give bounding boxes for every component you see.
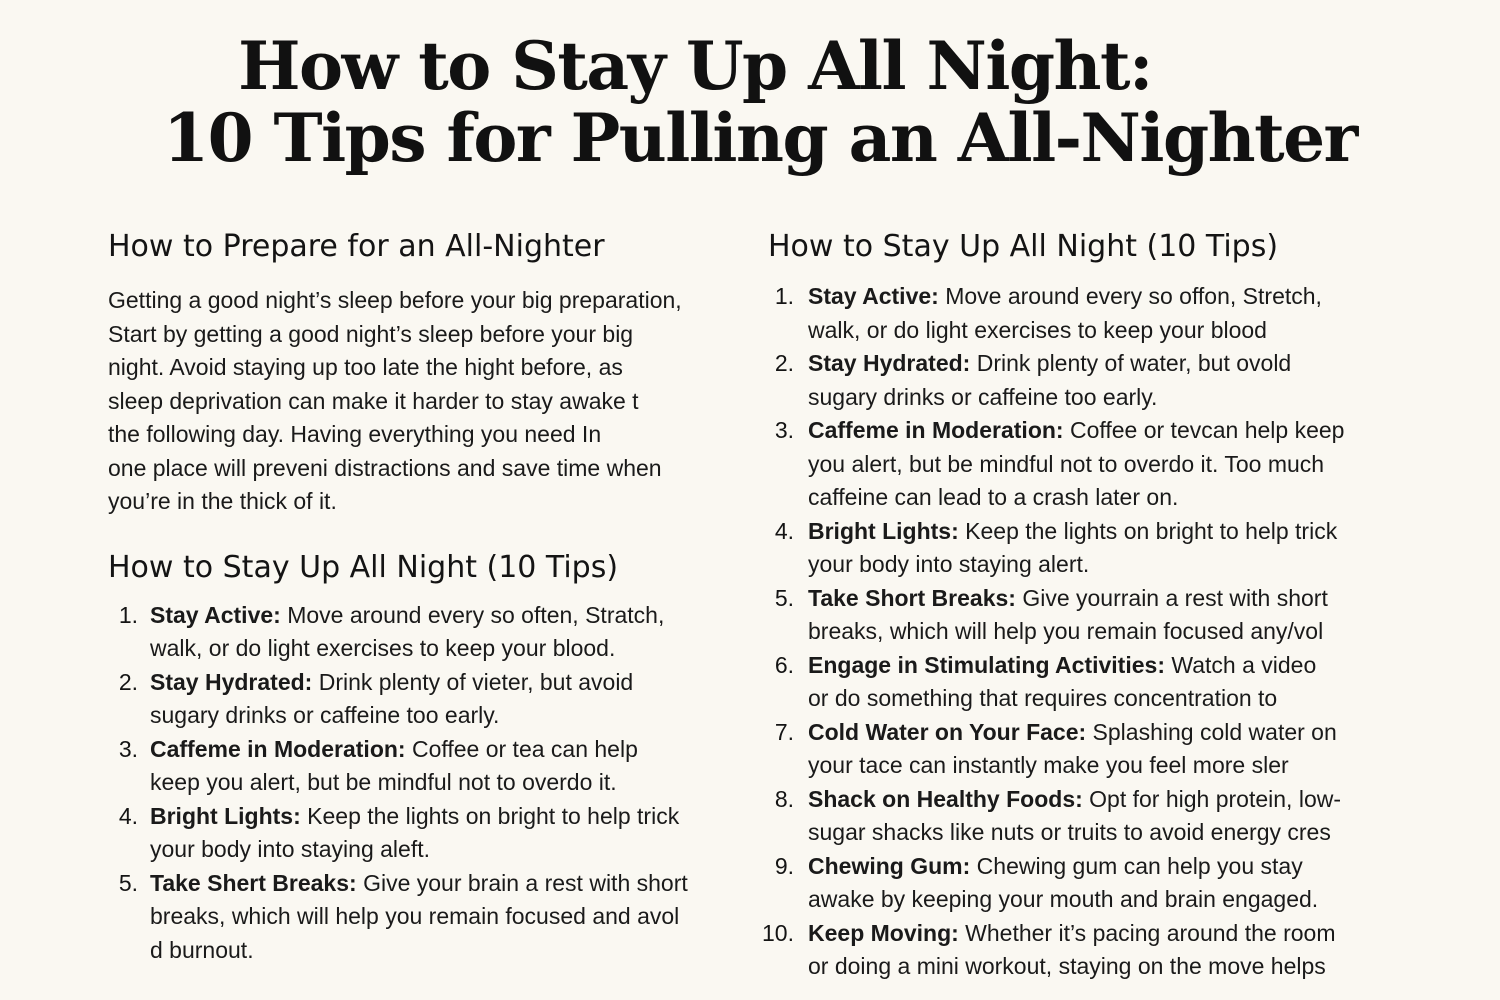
tip-text: Coffee or tea can help <box>405 735 638 762</box>
tip-item <box>768 783 1408 850</box>
prepare-line: one place will preveni distractions and save time when <box>108 454 662 481</box>
tip-number: 3. <box>118 735 138 762</box>
tip-text: Chewing gum can help you stay <box>970 852 1303 879</box>
tip-continuation-line: your body into staying alert. <box>808 551 1090 577</box>
prepare-heading: How to Prepare for an All-Nighter <box>108 229 605 264</box>
tip-first-line <box>808 414 1408 448</box>
prepare-line: the following day. Having everything you need In <box>108 421 602 447</box>
tip-number: 8. <box>774 785 794 812</box>
tip-title: Shack on Healthy Foods: <box>808 785 1083 812</box>
tip-title: Caffeme in Moderation: <box>150 735 406 762</box>
tip-number: 6. <box>774 651 794 678</box>
tip-continuation-line: walk, or do light exercises to keep your blood. <box>150 635 616 661</box>
tip-item <box>768 582 1408 649</box>
tip-title: Bright Lights: <box>150 802 301 829</box>
tip-continuation-line: caffeine can lead to a crash later on. <box>808 484 1179 510</box>
tip-item <box>108 733 748 800</box>
prepare-line: Getting a good night’s sleep before your big preparation, <box>108 287 682 313</box>
tip-continuation-line: or doing a mini workout, staying on the move helps <box>808 953 1326 979</box>
tip-number: 2. <box>118 668 138 695</box>
tip-title: Stay Hydrated: <box>808 350 971 376</box>
tip-text: Give yourrain a rest with short <box>1015 584 1328 611</box>
tip-text: Whether it’s pacing around the room <box>958 919 1336 946</box>
tip-first-line <box>808 515 1408 549</box>
tip-continuation-line: awake by keeping your mouth and brain engaged. <box>808 886 1319 912</box>
tip-title: Chewing Gum: <box>808 852 971 879</box>
right-tips-heading: How to Stay Up All Night (10 Tips) <box>768 229 1279 264</box>
left-tips-heading: How to Stay Up All Night (10 Tips) <box>108 549 619 585</box>
tip-number: 9. <box>774 852 794 879</box>
tip-item <box>108 867 748 968</box>
tip-first-line <box>150 599 748 633</box>
prepare-line: Start by getting a good night’s sleep before your big <box>108 320 634 347</box>
tip-first-line <box>808 582 1408 616</box>
prepare-paragraph <box>108 284 748 519</box>
tip-first-line <box>808 917 1408 951</box>
tip-item <box>768 280 1408 347</box>
tip-number: 10. <box>762 919 794 946</box>
tip-text: Drink plenty of vieter, but avoid <box>312 668 634 695</box>
tip-text: Coffee or tevcan help keep <box>1063 417 1345 443</box>
tip-continuation-line: your tace can instantly make you feel more sler <box>808 752 1289 778</box>
tip-continuation-line: sugary drinks or caffeine too early. <box>808 383 1158 410</box>
tip-text: Move around every so offon, Stretch, <box>938 283 1322 309</box>
tip-continuation-line: your body into staying aleft. <box>150 836 430 862</box>
tip-first-line <box>150 666 748 700</box>
tip-number: 2. <box>774 350 794 376</box>
tip-text: Keep the lights on bright to help trick <box>958 517 1338 544</box>
tip-number: 4. <box>118 802 138 829</box>
left-column <box>108 228 748 967</box>
tip-first-line <box>150 867 748 901</box>
tip-number: 7. <box>774 718 794 745</box>
tip-title: Take Shert Breaks: <box>150 869 357 896</box>
tip-text: Splashing cold water on <box>1086 718 1337 745</box>
right-tips-list <box>762 280 1408 984</box>
tip-first-line <box>808 783 1408 817</box>
tip-text: Drink plenty of water, but ovold <box>970 350 1292 376</box>
tip-title: Caffeme in Moderation: <box>808 417 1064 443</box>
tip-continuation-line: keep you alert, but be mindful not to overdo it. <box>150 769 617 795</box>
tip-continuation-line: sugar shacks like nuts or truits to avoid energy cres <box>808 819 1331 845</box>
tip-continuation-line: or do something that requires concentration to <box>808 685 1278 711</box>
tip-title: Stay Active: <box>150 601 281 628</box>
tip-number: 1. <box>774 283 794 309</box>
left-tips-list <box>108 599 748 968</box>
tip-number: 4. <box>774 517 794 544</box>
tip-continuation-line: walk, or do light exercises to keep your blood <box>808 316 1267 343</box>
prepare-line: night. Avoid staying up too late the hight before, as <box>108 354 623 380</box>
prepare-line: sleep deprivation can make it harder to stay awake t <box>108 387 639 414</box>
tip-text: Watch a video <box>1164 651 1317 678</box>
tip-first-line <box>150 733 748 767</box>
tip-text: Move around every so often, Stratch, <box>280 601 665 628</box>
tip-number: 5. <box>774 584 794 611</box>
tip-item <box>108 599 748 666</box>
tip-title: Keep Moving: <box>808 919 959 946</box>
prepare-line: you’re in the thick of it. <box>108 488 337 514</box>
tip-item <box>768 649 1408 716</box>
tip-item <box>108 666 748 733</box>
tip-first-line <box>808 716 1408 750</box>
tip-first-line <box>808 347 1408 381</box>
tip-title: Take Short Breaks: <box>808 584 1016 611</box>
tip-number: 5. <box>118 869 138 896</box>
tip-number: 1. <box>118 601 138 628</box>
tip-item <box>768 515 1408 582</box>
right-column <box>762 228 1408 984</box>
tip-text: Give your brain a rest with short <box>356 869 688 896</box>
tip-first-line <box>808 649 1408 683</box>
tip-continuation-line: d burnout. <box>150 936 254 963</box>
page-title-line-2: 10 Tips for Pulling an All-Nighter <box>163 99 1357 177</box>
tip-item <box>762 917 1408 984</box>
tip-item <box>768 850 1408 917</box>
page-title <box>0 27 1500 177</box>
tip-title: Stay Hydrated: <box>150 668 313 695</box>
tip-item <box>768 716 1408 783</box>
tip-continuation-line: you alert, but be mindful not to overdo it. Too much <box>808 450 1325 477</box>
tip-title: Stay Active: <box>808 283 939 309</box>
tip-title: Bright Lights: <box>808 517 959 544</box>
tip-first-line <box>150 800 748 834</box>
tip-title: Engage in Stimulating Activities: <box>808 651 1165 678</box>
tip-text: Keep the lights on bright to help trick <box>300 802 680 829</box>
tip-continuation-line: breaks, which will help you remain focused and avol <box>150 903 680 929</box>
tip-continuation-line: sugary drinks or caffeine too early. <box>150 702 500 728</box>
tip-item <box>768 414 1408 515</box>
tip-item <box>108 800 748 867</box>
tip-number: 3. <box>774 417 794 443</box>
tip-first-line <box>808 280 1408 314</box>
tip-item <box>768 347 1408 414</box>
page-title-line-1: How to Stay Up All Night: <box>238 27 1152 105</box>
tip-text: Opt for high protein, low- <box>1082 785 1341 812</box>
tip-title: Cold Water on Your Face: <box>808 718 1087 745</box>
tip-continuation-line: breaks, which will help you remain focused any/vol <box>808 618 1324 644</box>
tip-first-line <box>808 850 1408 884</box>
